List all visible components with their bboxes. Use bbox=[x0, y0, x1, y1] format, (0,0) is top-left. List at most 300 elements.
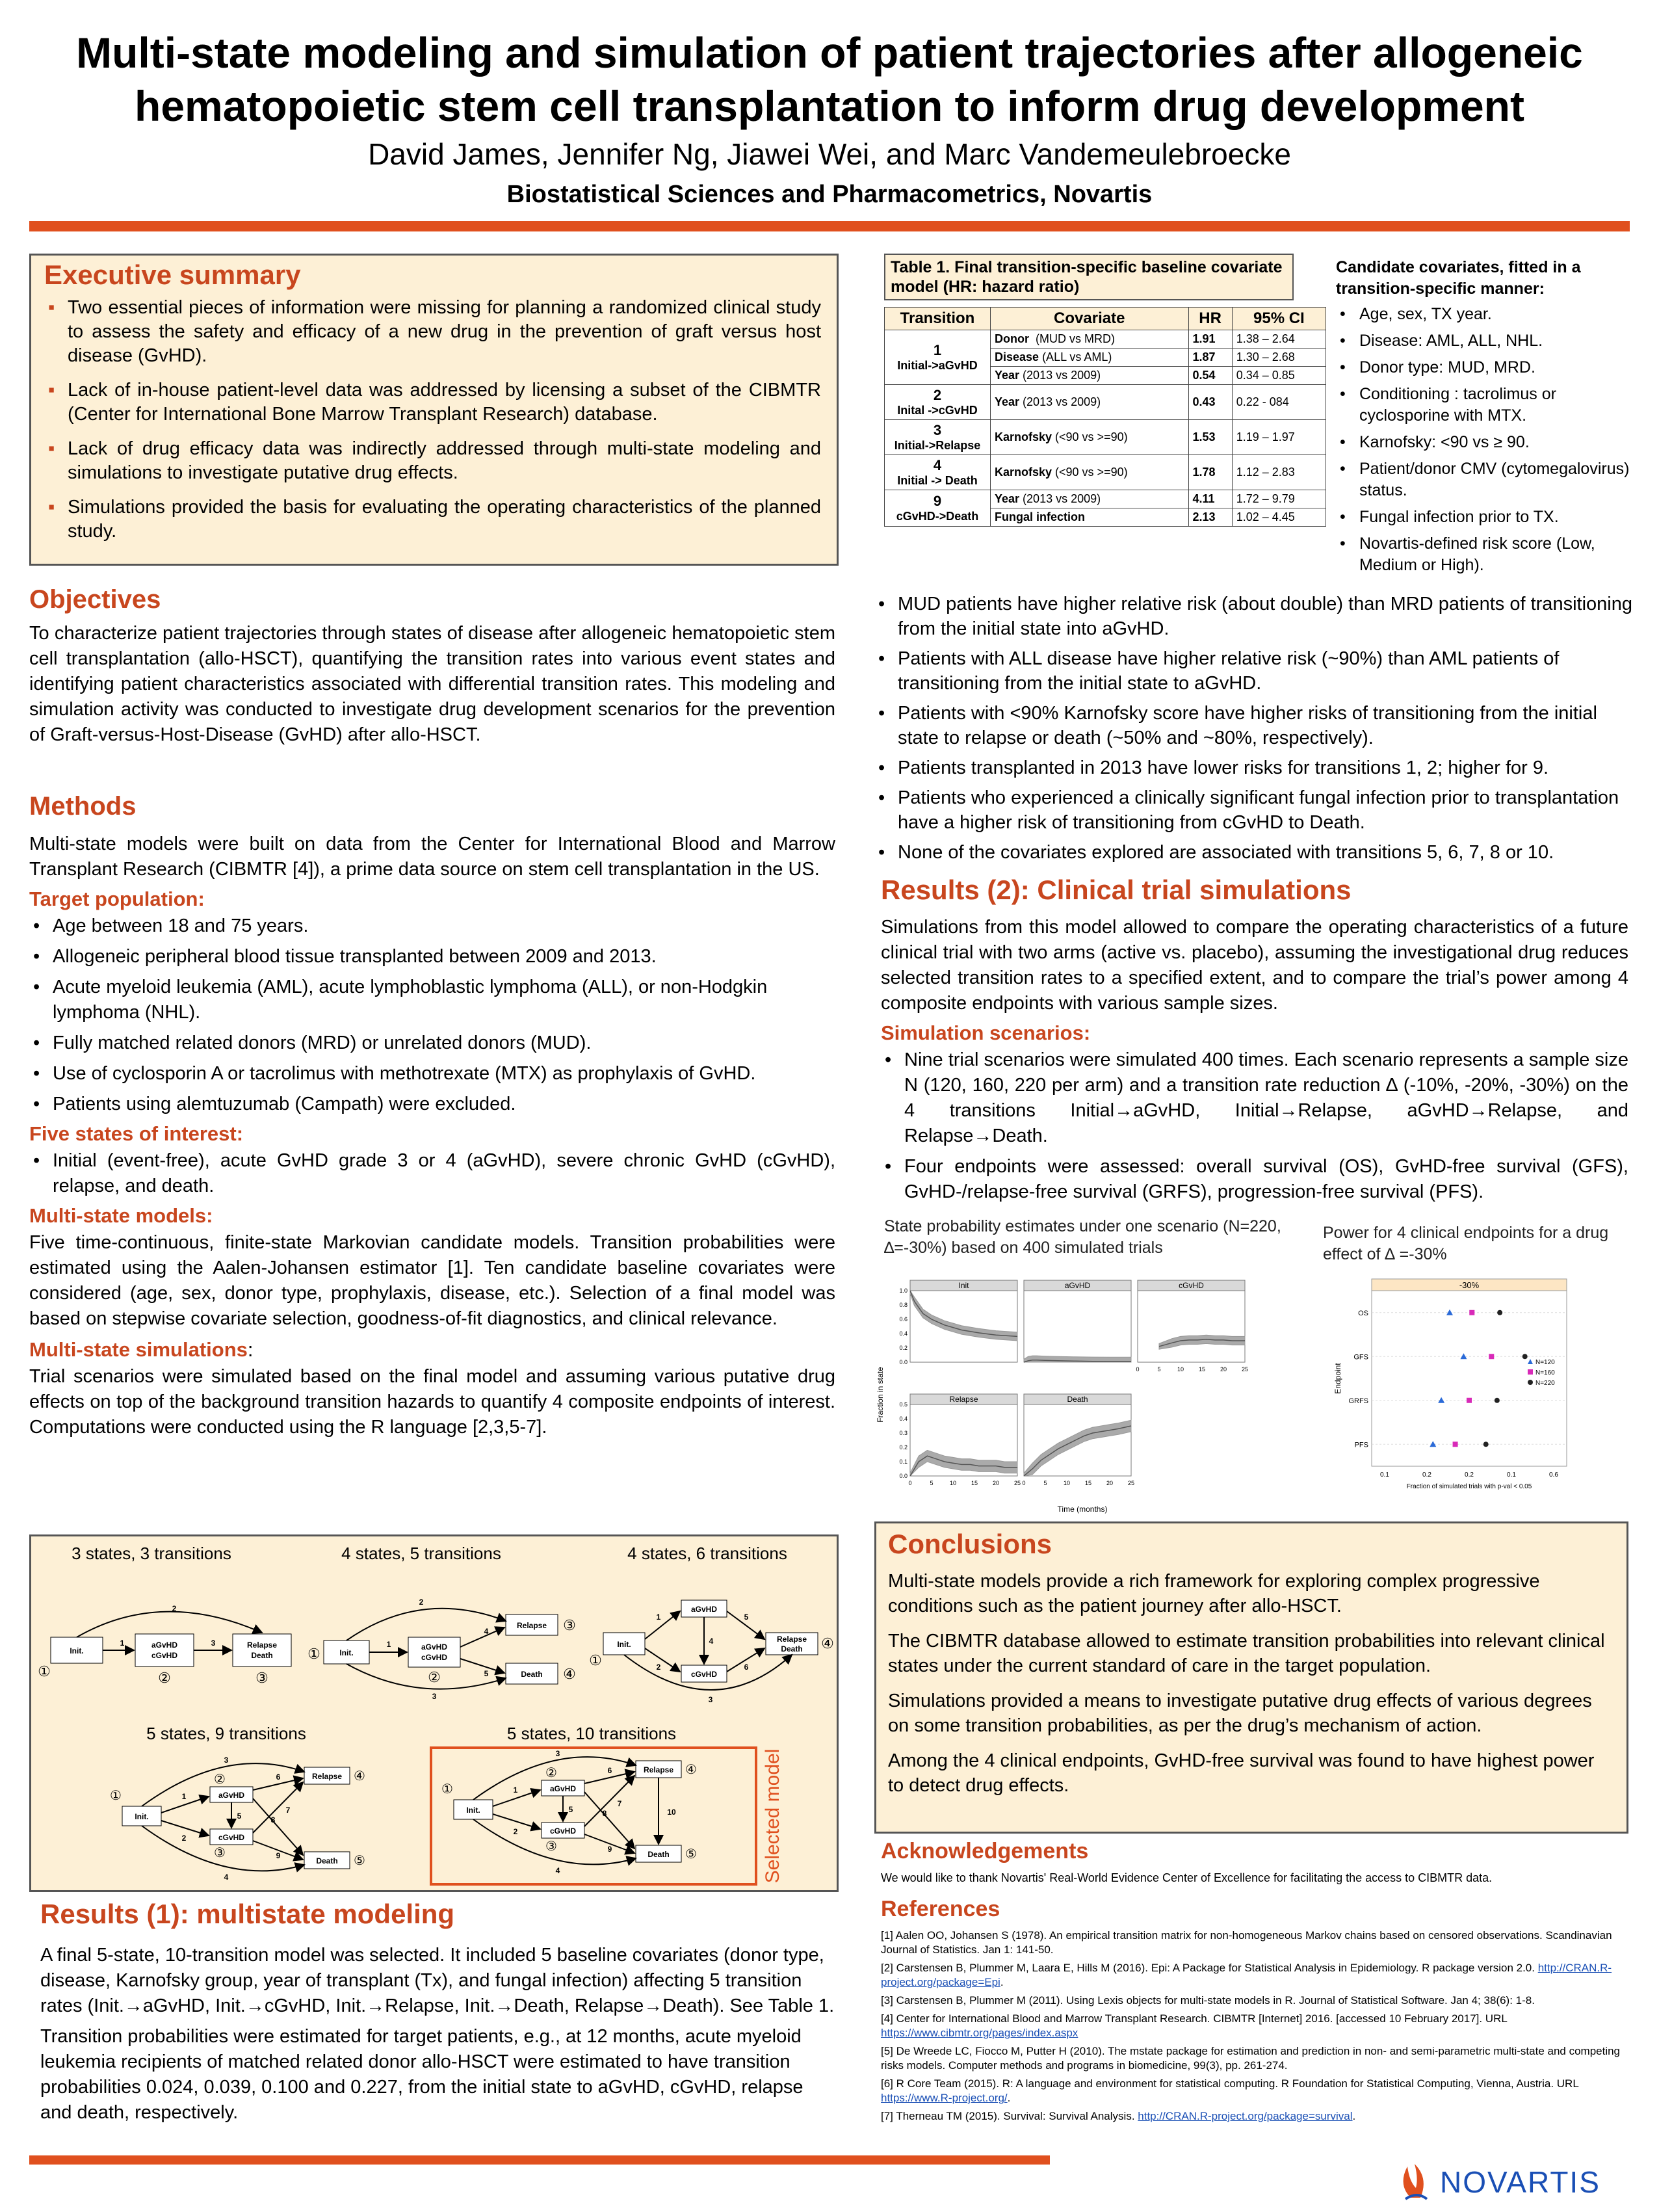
y-tick-label: 0.1 bbox=[899, 1458, 908, 1465]
candidate-item: • Novartis-defined risk score (Low, Medium or High). bbox=[1336, 533, 1641, 576]
covariate-cell bbox=[991, 367, 1189, 385]
transition-name: Initial->Relapse bbox=[894, 439, 981, 452]
x-tick-label: 15 bbox=[1198, 1366, 1206, 1373]
conclusion-item: The CIBMTR database allowed to estimate transition probabilities into relevant clinical states under the current standard of care in the target population. bbox=[888, 1631, 1605, 1676]
table1-header: HR bbox=[1188, 308, 1232, 330]
d4-node-agvhd-label: aGvHD bbox=[218, 1791, 245, 1800]
table1-transition-cell bbox=[885, 490, 991, 527]
finding-item: • Patients transplanted in 2013 have lower risks for transitions 1, 2; higher for 9. bbox=[874, 756, 1638, 780]
candidate-item: • Age, sex, TX year. bbox=[1336, 304, 1641, 325]
finding-item: • None of the covariates explored are associated with transitions 5, 6, 7, 8 or 10. bbox=[874, 840, 1638, 865]
d3-edge-3-label: 3 bbox=[708, 1695, 713, 1704]
d2-node-relapse-label: Relapse bbox=[516, 1621, 547, 1630]
d4-state-3: ③ bbox=[214, 1846, 226, 1860]
reference-item bbox=[881, 1961, 1635, 1990]
covariate-name: Year bbox=[995, 395, 1020, 408]
five-states-list bbox=[29, 1148, 835, 1199]
d3-state-4: ④ bbox=[821, 1635, 834, 1652]
d5-edge-6-label: 6 bbox=[607, 1766, 612, 1775]
ci-cell: 1.30 – 2.68 bbox=[1232, 349, 1326, 367]
d2-edge-1-label: 1 bbox=[386, 1640, 391, 1649]
ci-cell: 1.72 – 9.79 bbox=[1232, 490, 1326, 508]
x-tick-label: 25 bbox=[1127, 1480, 1135, 1486]
d4-edge-9-label: 9 bbox=[276, 1851, 281, 1860]
covariate-name: Year bbox=[995, 492, 1020, 505]
five-states-heading: Five states of interest: bbox=[29, 1122, 244, 1145]
ci-cell: 0.34 – 0.85 bbox=[1232, 367, 1326, 385]
x-tick-label: 15 bbox=[971, 1480, 978, 1486]
covariate-comparison: (ALL vs AML) bbox=[1039, 350, 1112, 363]
d2-node-gvhd bbox=[408, 1637, 460, 1667]
covariate-comparison: (<90 vs >=90) bbox=[1052, 430, 1128, 443]
d4-state-1: ① bbox=[110, 1789, 122, 1803]
results1-section bbox=[40, 1899, 837, 2131]
d2-state-3: ③ bbox=[563, 1617, 576, 1633]
target-item: • Fully matched related donors (MRD) or unrelated donors (MUD). bbox=[29, 1031, 835, 1056]
d2-state-4: ④ bbox=[563, 1666, 576, 1682]
d5-state-4: ④ bbox=[685, 1763, 697, 1777]
d5-edge-1-label: 1 bbox=[513, 1785, 518, 1795]
legend-label: N=120 bbox=[1535, 1359, 1555, 1366]
candidate-item: • Fungal infection prior to TX. bbox=[1336, 507, 1641, 528]
reference-item bbox=[881, 1994, 1635, 2008]
d4-edge-2-label: 2 bbox=[181, 1834, 187, 1843]
d5-state-1: ① bbox=[441, 1782, 453, 1797]
ci-cell: 1.38 – 2.64 bbox=[1232, 330, 1326, 349]
d1-edge-1-label: 1 bbox=[120, 1639, 125, 1648]
d1-node-gvhd bbox=[135, 1634, 194, 1666]
poster-title-line-1: Multi-state modeling and simulation of patient trajectories after allogeneic bbox=[76, 29, 1583, 77]
methods-section bbox=[29, 792, 835, 1440]
d3-edge-2 bbox=[645, 1648, 680, 1672]
d4-node-relapse-label: Relapse bbox=[311, 1772, 343, 1781]
d4-edge-8-label: 8 bbox=[270, 1815, 276, 1824]
hr-cell: 1.78 bbox=[1188, 455, 1232, 490]
ci-cell: 1.19 – 1.97 bbox=[1232, 420, 1326, 455]
d3-state-1: ① bbox=[589, 1652, 602, 1668]
simulation-scenarios-heading: Simulation scenarios: bbox=[881, 1021, 1091, 1044]
reference-text: [1] Aalen OO, Johansen S (1978). An empirical transition matrix for non-homogeneous Markov chains based on censored observations. Scandinavian Journal of Statistics. Jan 1: 141-50. bbox=[881, 1929, 1612, 1956]
reference-link[interactable]: http://CRAN.R-project.org/package=survival bbox=[1138, 2110, 1353, 2122]
x-tick-label: 0 bbox=[1022, 1480, 1026, 1486]
x-tick-label: 20 bbox=[992, 1480, 1000, 1486]
reference-item bbox=[881, 1929, 1635, 1957]
novartis-wordmark: NOVARTIS bbox=[1440, 2165, 1600, 2199]
transition-name: cGvHD->Death bbox=[896, 510, 979, 523]
panel-label: Init bbox=[958, 1281, 969, 1290]
transition-name: Initial->aGvHD bbox=[897, 359, 978, 372]
d5-node-init-label: Init. bbox=[466, 1806, 480, 1815]
y-tick-label: 0.4 bbox=[899, 1330, 908, 1337]
methods-heading: Methods bbox=[29, 792, 137, 821]
scenario-item: • Nine trial scenarios were simulated 400 times. Each scenario represents a sample size N (120, 160, 220 per arm) and a transition rate reduction ∆ (-10%, -20%, -30%) on the 4 transitions Initial→aGvHD, Initial→Relapse, aGvHD→Relapse, and Relapse→Death. bbox=[881, 1047, 1628, 1149]
covariate-name: Donor bbox=[995, 332, 1029, 345]
conclusions-heading: Conclusions bbox=[888, 1529, 1052, 1559]
covariate-cell bbox=[991, 349, 1189, 367]
covariate-name: Disease bbox=[995, 350, 1039, 363]
candidate-covariates bbox=[1336, 257, 1641, 581]
transition-number: 1 bbox=[933, 342, 942, 358]
covariate-name: Fungal infection bbox=[995, 510, 1085, 523]
table1-transition-cell bbox=[885, 420, 991, 455]
results2-section bbox=[881, 875, 1628, 1210]
poster-title-line-2: hematopoietic stem cell transplantation to inform drug development bbox=[135, 82, 1524, 130]
d4-edge-3-label: 3 bbox=[224, 1756, 229, 1765]
hr-cell: 2.13 bbox=[1188, 508, 1232, 527]
d4-edge-4-label: 4 bbox=[224, 1873, 229, 1882]
references-heading: References bbox=[881, 1897, 1000, 1921]
reference-text: [2] Carstensen B, Plummer M, Laara E, Hills M (2016). Epi: A Package for Statistical Analysis in Epidemiology. R package version 2.0. bbox=[881, 1962, 1538, 1974]
d1-node-rd-label1: Relapse bbox=[246, 1640, 278, 1650]
executive-item: ▪ Lack of drug efficacy data was indirectly addressed through multi-state modeling and simulations to investigate putative drug effects. bbox=[44, 437, 821, 485]
x-tick-label: 20 bbox=[1220, 1366, 1227, 1373]
d2-edge-3-label: 3 bbox=[432, 1692, 437, 1701]
conclusion-item: Among the 4 clinical endpoints, GvHD-free survival was found to have highest power to detect drug effects. bbox=[888, 1750, 1595, 1796]
objectives-text: To characterize patient trajectories through states of disease after allogeneic hematopoietic stem cell transplantation (allo-HSCT), quantifying the transition rates into various event states and identifying patient characteristics associated with differential transition rates. This modeling and simulation activity was conducted to investigate drug development scenarios for the prevention of Graft-versus-Host-Disease (GvHD) after allo-HSCT. bbox=[29, 623, 835, 745]
diagram1-title: 3 states, 3 transitions bbox=[72, 1544, 231, 1563]
acknowledgements-text: We would like to thank Novartis' Real-World Evidence Center of Excellence for facilitating the access to CIBMTR data. bbox=[881, 1871, 1493, 1884]
reference-suffix: . bbox=[1007, 2092, 1011, 2104]
d2-state-1: ① bbox=[307, 1646, 320, 1662]
reference-suffix: . bbox=[1000, 1976, 1004, 1988]
power-point bbox=[1495, 1398, 1500, 1403]
legend-label: N=220 bbox=[1535, 1380, 1555, 1387]
d1-node-rd-label2: Death bbox=[251, 1651, 273, 1660]
reference-link[interactable]: http://CRAN.R-project.org/package=Epi bbox=[881, 1962, 1612, 1988]
d3-node-rd-label2: Death bbox=[781, 1644, 803, 1653]
conclusion-item: Multi-state models provide a rich framework for exploring complex progressive conditions such as the patient journey after allo-HSCT. bbox=[888, 1571, 1540, 1616]
executive-item: ▪ Lack of in-house patient-level data was addressed by licensing a subset of the CIBMTR (Center for International Bone Marrow Transplant Research) database. bbox=[44, 378, 821, 427]
d5-edge-5-label: 5 bbox=[568, 1805, 573, 1814]
d3-edge-6-label: 6 bbox=[744, 1663, 749, 1672]
objectives-heading: Objectives bbox=[29, 585, 161, 614]
table1-row bbox=[885, 490, 1326, 508]
d2-state-2: ② bbox=[428, 1669, 441, 1685]
covariate-comparison: (<90 vs >=90) bbox=[1052, 466, 1128, 479]
diagram5-title: 5 states, 10 transitions bbox=[506, 1724, 677, 1743]
x-axis-label: Time (months) bbox=[1057, 1505, 1108, 1514]
x-tick-label: 5 bbox=[930, 1480, 934, 1486]
d5-edge-2-label: 2 bbox=[513, 1827, 518, 1836]
plot-frame bbox=[1372, 1291, 1567, 1466]
table1-header: 95% CI bbox=[1232, 308, 1326, 330]
d5-node-relapse-label: Relapse bbox=[643, 1765, 674, 1774]
scenario-item: • Four endpoints were assessed: overall survival (OS), GvHD-free survival (GFS), GvHD-/relapse-free survival (GRFS), progression-free survival (PFS). bbox=[881, 1154, 1628, 1205]
table1-header: Transition bbox=[885, 308, 991, 330]
target-item: • Acute myeloid leukemia (AML), acute lymphoblastic lymphoma (ALL), or non-Hodgkin lymphoma (NHL). bbox=[29, 975, 835, 1025]
d1-edge-3-label: 3 bbox=[211, 1639, 216, 1648]
multistate-models-heading: Multi-state models: bbox=[29, 1204, 213, 1227]
d2-edge-3 bbox=[346, 1664, 506, 1689]
executive-item: ▪ Simulations provided the basis for evaluating the operating characteristics of the planned study. bbox=[44, 495, 821, 544]
d2-node-gvhd-label1: aGvHD bbox=[421, 1642, 448, 1652]
x-tick-label: 0.1 bbox=[1380, 1471, 1389, 1479]
reference-text: [7] Therneau TM (2015). Survival: Survival Analysis. bbox=[881, 2110, 1138, 2122]
target-item: • Age between 18 and 75 years. bbox=[29, 914, 835, 939]
target-population-heading: Target population: bbox=[29, 888, 205, 910]
results1-para1: A final 5-state, 10-transition model was selected. It included 5 baseline covariates (donor type, disease, Karnofsky group, year of transplant (Tx), and fungal infection) affecting 5 transition rates (Init.→aGvHD, Init.→cGvHD, Init.→Relapse, Init.→Death, Relapse→Death). See Table 1. bbox=[40, 1945, 835, 2016]
table1 bbox=[884, 307, 1326, 527]
covariate-name: Karnofsky bbox=[995, 430, 1052, 443]
covariate-name: Year bbox=[995, 369, 1020, 382]
d5-state-5: ⑤ bbox=[685, 1847, 697, 1862]
target-item: • Allogeneic peripheral blood tissue transplanted between 2009 and 2013. bbox=[29, 944, 835, 969]
ci-cell: 0.22 - 084 bbox=[1232, 385, 1326, 420]
d1-node-gvhd-label2: cGvHD bbox=[151, 1651, 178, 1660]
x-tick-label: 5 bbox=[1043, 1480, 1047, 1486]
d3-edge-5-label: 5 bbox=[744, 1613, 749, 1622]
d5-edge-7-label: 7 bbox=[617, 1799, 622, 1808]
reference-text: [5] De Wreede LC, Fiocco M, Putter H (2010). The mstate package for estimation and prediction in non- and semi-parametric multi-state and competing risks models. Computer methods and programs in biomedicine, 99(3), pp. 261-274. bbox=[881, 2045, 1621, 2072]
diagram2-title: 4 states, 5 transitions bbox=[341, 1544, 501, 1563]
reference-link[interactable]: https://www.R-project.org/ bbox=[881, 2092, 1008, 2104]
x-tick-label: 0 bbox=[908, 1480, 912, 1486]
reference-text: [4] Center for International Blood and Marrow Transplant Research. CIBMTR [Internet] 2016. [accessed 10 February 2017]. URL bbox=[881, 2012, 1508, 2025]
fig1-caption: State probability estimates under one scenario (N=220, ∆=-30%) based on 400 simulated trials bbox=[884, 1217, 1281, 1257]
executive-summary-list bbox=[44, 296, 821, 544]
transition-number: 2 bbox=[933, 387, 942, 403]
d3-edge-1-label: 1 bbox=[656, 1613, 661, 1622]
footer-divider bbox=[29, 2155, 1050, 2165]
x-tick-label: 10 bbox=[949, 1480, 957, 1486]
reference-text: [3] Carstensen B, Plummer M (2011). Using Lexis objects for multi-state models in R. Journal of Statistical Software. Jan 4; 38(6): 1-8. bbox=[881, 1994, 1535, 2007]
novartis-logo-svg bbox=[1391, 2159, 1645, 2204]
d4-edge-5-label: 5 bbox=[237, 1811, 242, 1821]
hr-cell: 1.53 bbox=[1188, 420, 1232, 455]
target-item: • Use of cyclosporin A or tacrolimus with methotrexate (MTX) as prophylaxis of GvHD. bbox=[29, 1061, 835, 1086]
d5-edge-3-label: 3 bbox=[555, 1749, 560, 1758]
references-list bbox=[881, 1929, 1635, 2124]
y-tick-label: 0.0 bbox=[899, 1359, 908, 1365]
transition-name: Inital ->cGvHD bbox=[897, 404, 978, 417]
x-tick-label: 0.2 bbox=[1465, 1471, 1474, 1479]
d3-node-agvhd-label: aGvHD bbox=[690, 1605, 718, 1614]
hr-cell: 1.87 bbox=[1188, 349, 1232, 367]
power-chart bbox=[1326, 1265, 1638, 1518]
d4-state-2: ② bbox=[214, 1772, 226, 1787]
covariate-comparison: (2013 vs 2009) bbox=[1019, 395, 1101, 408]
table1-header: Covariate bbox=[991, 308, 1189, 330]
transition-number: 3 bbox=[933, 422, 942, 438]
d4-node-death-label: Death bbox=[316, 1856, 338, 1865]
sims-colon: : bbox=[247, 1338, 254, 1361]
covariate-name: Karnofsky bbox=[995, 466, 1052, 479]
x-tick-label: 0 bbox=[1136, 1366, 1140, 1373]
d3-edge-2-label: 2 bbox=[656, 1663, 661, 1672]
x-tick-label: 25 bbox=[1241, 1366, 1249, 1373]
novartis-flame-icon bbox=[1404, 2164, 1427, 2199]
power-point bbox=[1522, 1354, 1528, 1359]
covariate-comparison: (2013 vs 2009) bbox=[1019, 369, 1101, 382]
executive-summary-box bbox=[29, 254, 839, 566]
d3-edge-4-label: 4 bbox=[709, 1637, 714, 1646]
d2-edge-5 bbox=[460, 1659, 504, 1673]
category-label: GFS bbox=[1353, 1353, 1368, 1362]
d1-node-relapse-death bbox=[233, 1634, 291, 1666]
y-tick-label: 0.0 bbox=[899, 1473, 908, 1479]
x-tick-label: 25 bbox=[1013, 1480, 1021, 1486]
reference-text: [6] R Core Team (2015). R: A language and environment for statistical computing. R Foundation for Statistical Computing, Vienna, Austria. URL bbox=[881, 2077, 1579, 2090]
d4-edge-7-label: 7 bbox=[285, 1806, 291, 1815]
executive-item: ▪ Two essential pieces of information were missing for planning a randomized clinical study to assess the safety and efficacy of a new drug in the prevention of graft versus host disease (GvHD). bbox=[44, 296, 821, 368]
legend-label: N=160 bbox=[1535, 1369, 1555, 1376]
ci-cell: 1.12 – 2.83 bbox=[1232, 455, 1326, 490]
x-tick-label: 0.1 bbox=[1507, 1471, 1516, 1479]
x-axis-label: Fraction of simulated trials with p-val < 0.05 bbox=[1406, 1483, 1532, 1490]
y-axis-label: Fraction in state bbox=[876, 1367, 885, 1423]
reference-item bbox=[881, 2012, 1635, 2040]
d4-edge-6-label: 6 bbox=[276, 1772, 281, 1782]
covariate-cell bbox=[991, 490, 1189, 508]
table1-row bbox=[885, 455, 1326, 490]
reference-link[interactable]: https://www.cibmtr.org/pages/index.aspx bbox=[881, 2027, 1078, 2039]
table1-row bbox=[885, 330, 1326, 349]
d5-edge-8-label: 8 bbox=[602, 1809, 607, 1818]
finding-item: • Patients who experienced a clinically significant fungal infection prior to transplantation have a higher risk of transitioning from cGvHD to Death. bbox=[874, 785, 1638, 835]
y-tick-label: 0.6 bbox=[899, 1316, 908, 1323]
hr-cell: 4.11 bbox=[1188, 490, 1232, 508]
panel-label: cGvHD bbox=[1179, 1281, 1204, 1290]
panel-label: Relapse bbox=[949, 1395, 978, 1404]
d4-node-init-label: Init. bbox=[135, 1812, 149, 1821]
category-label: GRFS bbox=[1348, 1397, 1368, 1405]
x-tick-label: 10 bbox=[1177, 1366, 1184, 1373]
authors: David James, Jennifer Ng, Jiawei Wei, and Marc Vandemeulebroecke bbox=[368, 137, 1291, 171]
d2-node-gvhd-label2: cGvHD bbox=[421, 1653, 448, 1662]
header-divider bbox=[29, 221, 1630, 231]
table1-transition-cell bbox=[885, 330, 991, 385]
d2-edge-5-label: 5 bbox=[484, 1669, 489, 1678]
power-point bbox=[1453, 1442, 1458, 1447]
d4-state-5: ⑤ bbox=[354, 1854, 365, 1868]
d3-node-init-label: Init. bbox=[617, 1640, 631, 1649]
executive-summary-heading: Executive summary bbox=[44, 259, 301, 290]
table1-block bbox=[884, 254, 1326, 527]
multistate-simulations-heading: Multi-state simulations bbox=[29, 1338, 248, 1361]
model-diagrams-box bbox=[29, 1534, 839, 1892]
diagram4-title: 5 states, 9 transitions bbox=[146, 1724, 306, 1743]
table1-row bbox=[885, 420, 1326, 455]
panel-label: aGvHD bbox=[1064, 1281, 1091, 1290]
conclusion-item: Simulations provided a means to investigate putative drug effects of various degrees on some transition probabilities, as per the drug’s mechanism of action. bbox=[888, 1691, 1592, 1736]
d1-node-init-label: Init. bbox=[70, 1646, 84, 1655]
y-tick-label: 0.2 bbox=[899, 1444, 908, 1451]
x-tick-label: 20 bbox=[1106, 1480, 1114, 1486]
transition-name: Initial -> Death bbox=[897, 474, 978, 487]
d4-node-cgvhd-label: cGvHD bbox=[218, 1833, 245, 1842]
covariate-cell bbox=[991, 455, 1189, 490]
power-point bbox=[1489, 1354, 1494, 1359]
reference-suffix: . bbox=[1352, 2110, 1356, 2122]
finding-item: • Patients with <90% Karnofsky score have higher risks of transitioning from the initial state to relapse or death (~50% and ~80%, respectively). bbox=[874, 701, 1638, 750]
candidate-item: • Patient/donor CMV (cytomegalovirus) status. bbox=[1336, 458, 1641, 501]
conclusions-box bbox=[874, 1521, 1628, 1834]
d2-node-death-label: Death bbox=[521, 1670, 543, 1679]
panel-frame bbox=[1138, 1291, 1245, 1362]
novartis-logo bbox=[1391, 2159, 1645, 2204]
finding-item: • Patients with ALL disease have higher relative risk (~90%) than AML patients of transitioning from the initial state to aGvHD. bbox=[874, 646, 1638, 696]
panel-title: -30% bbox=[1459, 1280, 1480, 1290]
target-item: • Patients using alemtuzumab (Campath) were excluded. bbox=[29, 1092, 835, 1117]
multistate-simulations-text: Trial scenarios were simulated based on the final model and assuming various putative drug effects on top of the background transition hazards to quantify 4 composite endpoints of interest. Computations were conducted using the R language [2,3,5-7]. bbox=[29, 1366, 835, 1438]
ci-cell: 1.02 – 4.45 bbox=[1232, 508, 1326, 527]
d1-state-1: ① bbox=[38, 1663, 51, 1679]
d2-edge-4 bbox=[460, 1627, 504, 1647]
affiliation: Biostatistical Sciences and Pharmacometrics, Novartis bbox=[506, 181, 1153, 208]
transition-number: 4 bbox=[933, 457, 942, 473]
x-tick-label: 15 bbox=[1084, 1480, 1092, 1486]
d5-node-agvhd-label: aGvHD bbox=[549, 1784, 577, 1793]
y-tick-label: 0.3 bbox=[899, 1430, 908, 1436]
d5-edge-10-label: 10 bbox=[667, 1808, 676, 1817]
x-tick-label: 10 bbox=[1063, 1480, 1071, 1486]
selected-model-label: Selected model bbox=[762, 1748, 783, 1884]
covariate-cell bbox=[991, 330, 1189, 349]
state-probability-chart bbox=[871, 1265, 1294, 1518]
reference-item bbox=[881, 2109, 1635, 2124]
results2-intro: Simulations from this model allowed to compare the operating characteristics of a future clinical trial with two arms (active vs. placebo), assuming the investigational drug reduces selected transition rates to a specified extent, and to compare the trial’s power among 4 composite endpoints with various sample sizes. bbox=[881, 917, 1628, 1014]
d3-node-cgvhd-label: cGvHD bbox=[690, 1670, 718, 1679]
target-population-list bbox=[29, 914, 835, 1117]
covariate-cell bbox=[991, 508, 1189, 527]
d5-node-death-label: Death bbox=[647, 1850, 670, 1859]
power-point bbox=[1483, 1442, 1489, 1447]
d3-edge-1 bbox=[645, 1611, 680, 1639]
reference-item bbox=[881, 2077, 1635, 2105]
d1-edge-2-label: 2 bbox=[172, 1604, 177, 1613]
reference-item bbox=[881, 2044, 1635, 2073]
power-point bbox=[1467, 1398, 1472, 1403]
table1-caption: Table 1. Final transition-specific baseline covariate model (HR: hazard ratio) bbox=[884, 254, 1294, 300]
candidate-item: • Donor type: MUD, MRD. bbox=[1336, 357, 1641, 378]
candidate-item: • Karnofsky: <90 vs ≥ 90. bbox=[1336, 432, 1641, 453]
d1-edge-2 bbox=[77, 1612, 262, 1637]
objectives-section bbox=[29, 585, 835, 748]
d2-edge-2 bbox=[346, 1609, 506, 1640]
results1-heading: Results (1): multistate modeling bbox=[40, 1899, 455, 1929]
d2-edge-2-label: 2 bbox=[419, 1598, 424, 1607]
y-tick-label: 0.8 bbox=[899, 1302, 908, 1308]
hr-cell: 0.43 bbox=[1188, 385, 1232, 420]
covariate-comparison: (2013 vs 2009) bbox=[1019, 492, 1101, 505]
d3-node-rd-label1: Relapse bbox=[776, 1635, 807, 1644]
d5-state-3: ③ bbox=[545, 1839, 557, 1854]
d5-state-2: ② bbox=[545, 1766, 557, 1780]
d5-node-cgvhd-label: cGvHD bbox=[549, 1826, 577, 1836]
hr-cell: 0.54 bbox=[1188, 367, 1232, 385]
d1-state-2: ② bbox=[158, 1670, 171, 1686]
fig2-caption: Power for 4 clinical endpoints for a drug effect of ∆ =-30% bbox=[1323, 1224, 1609, 1263]
candidate-covariates-heading: Candidate covariates, fitted in a transition-specific manner: bbox=[1336, 258, 1581, 298]
panel-label: Death bbox=[1067, 1395, 1088, 1404]
category-label: PFS bbox=[1354, 1441, 1368, 1449]
table1-transition-cell bbox=[885, 455, 991, 490]
states-item: • Initial (event-free), acute GvHD grade 3 or 4 (aGvHD), severe chronic GvHD (cGvHD), relapse, and death. bbox=[29, 1148, 835, 1199]
panel-frame bbox=[1024, 1291, 1131, 1362]
results1-para2: Transition probabilities were estimated for target patients, e.g., at 12 months, acute myeloid leukemia recipients of matched related donor allo-HSCT were estimated to have transition probabilities 0.024, 0.039, 0.100 and 0.227, from the initial state to aGvHD, cGvHD, relapse and death, respectively. bbox=[40, 2026, 803, 2123]
hr-cell: 1.91 bbox=[1188, 330, 1232, 349]
table1-transition-cell bbox=[885, 385, 991, 420]
results2-heading: Results (2): Clinical trial simulations bbox=[881, 875, 1352, 905]
covariate-cell bbox=[991, 385, 1189, 420]
x-tick-label: 0.6 bbox=[1549, 1471, 1558, 1479]
d4-state-4: ④ bbox=[354, 1769, 365, 1784]
d1-state-3: ③ bbox=[255, 1670, 268, 1686]
power-point bbox=[1497, 1310, 1502, 1315]
power-point bbox=[1469, 1310, 1474, 1315]
y-tick-label: 0.4 bbox=[899, 1415, 908, 1422]
diagram3-title: 4 states, 6 transitions bbox=[627, 1544, 787, 1563]
